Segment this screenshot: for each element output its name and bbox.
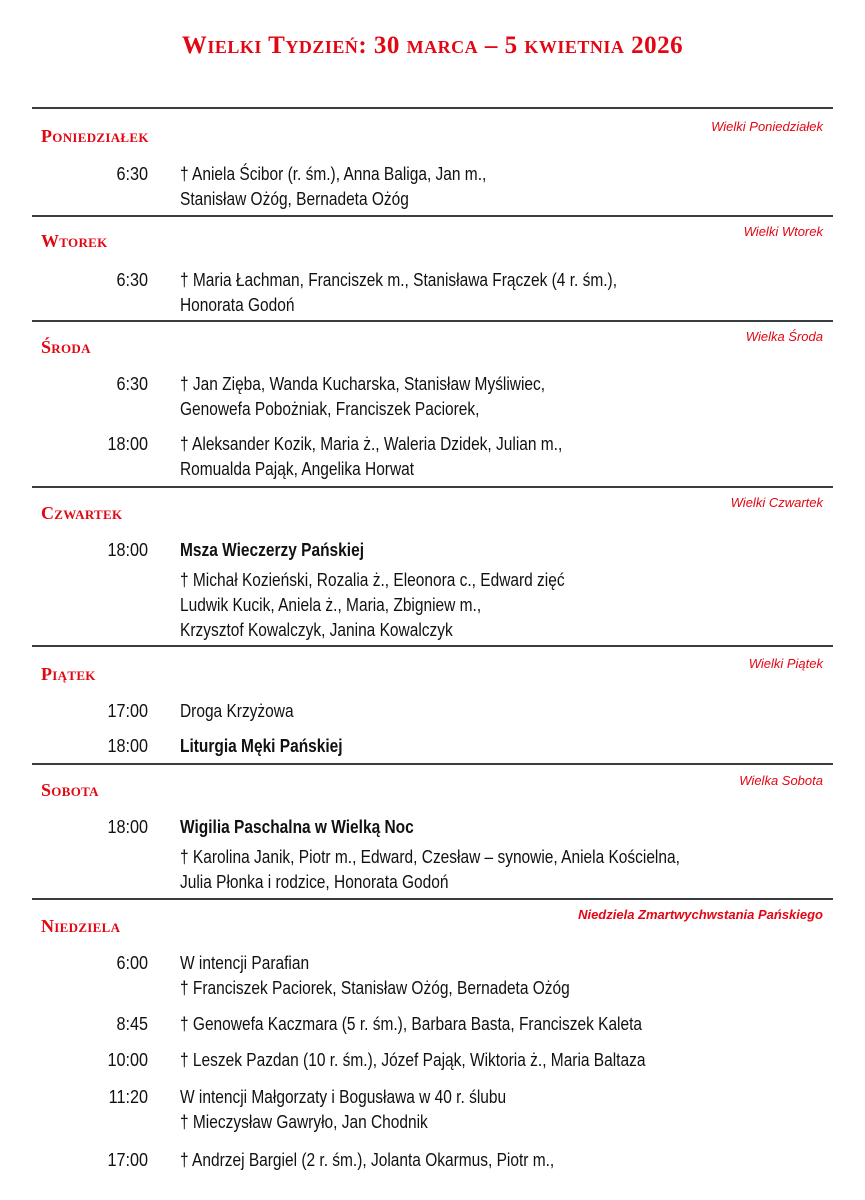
feast-name-monday: Wielki Poniedziałek bbox=[711, 119, 823, 134]
intention-line: W intencji Parafian bbox=[180, 953, 310, 973]
page-title: Wielki Tydzień: 30 marca – 5 kwietnia 2026 bbox=[181, 32, 684, 59]
liturgy-heading: Msza Wieczerzy Pańskiej bbox=[180, 540, 364, 560]
intention-line: † Leszek Pazdan (10 r. śm.), Józef Pająk, Wiktoria ż., Maria Baltaza bbox=[180, 1050, 646, 1070]
intention-line: † Mieczysław Gawryło, Jan Chodnik bbox=[180, 1112, 428, 1132]
intention-line: W intencji Małgorzaty i Bogusława w 40 r. ślubu bbox=[180, 1087, 507, 1107]
mass-time: 6:30 bbox=[116, 270, 148, 290]
intention-line: Krzysztof Kowalczyk, Janina Kowalczyk bbox=[180, 620, 453, 640]
day-name-monday: Poniedziałek bbox=[41, 126, 149, 146]
mass-time: 10:00 bbox=[107, 1050, 148, 1070]
intention-line: Droga Krzyżowa bbox=[180, 701, 294, 721]
mass-time: 18:00 bbox=[107, 817, 148, 837]
mass-time: 6:30 bbox=[116, 374, 148, 394]
mass-time: 11:20 bbox=[108, 1087, 148, 1107]
intention-line: Ludwik Kucik, Aniela ż., Maria, Zbigniew m., bbox=[180, 595, 482, 615]
mass-intention bbox=[180, 1048, 645, 1073]
mass-intention bbox=[180, 268, 617, 318]
liturgy-heading: Wigilia Paschalna w Wielką Noc bbox=[180, 817, 414, 837]
mass-intention bbox=[180, 951, 570, 1001]
intention-line: † Karolina Janik, Piotr m., Edward, Czesław – synowie, Aniela Kościelna, bbox=[180, 847, 680, 867]
feast-name-tuesday: Wielki Wtorek bbox=[743, 224, 823, 239]
mass-time: 18:00 bbox=[107, 540, 148, 560]
intention-line: † Genowefa Kaczmara (5 r. śm.), Barbara Basta, Franciszek Kaleta bbox=[180, 1014, 643, 1034]
day-name-saturday: Sobota bbox=[41, 780, 99, 800]
section-divider bbox=[32, 107, 833, 109]
liturgy-heading: Liturgia Męki Pańskiej bbox=[180, 736, 343, 756]
mass-time: 6:00 bbox=[116, 953, 148, 973]
day-name-tuesday: Wtorek bbox=[41, 231, 108, 251]
mass-intention bbox=[180, 1012, 642, 1037]
mass-intention bbox=[180, 1085, 506, 1135]
day-name-wednesday: Środa bbox=[41, 337, 91, 357]
mass-intention bbox=[180, 432, 562, 482]
intention-line: Julia Płonka i rodzice, Honorata Godoń bbox=[180, 872, 449, 892]
intention-line: † Andrzej Bargiel (2 r. śm.), Jolanta Okarmus, Piotr m., bbox=[180, 1150, 555, 1170]
mass-intention bbox=[180, 568, 565, 643]
mass-time: 6:30 bbox=[116, 164, 148, 184]
intention-line: Honorata Godoń bbox=[180, 295, 295, 315]
mass-intention bbox=[180, 1148, 554, 1173]
section-divider bbox=[32, 763, 833, 765]
feast-name-sunday: Niedziela Zmartwychwstania Pańskiego bbox=[578, 907, 823, 922]
mass-time: 18:00 bbox=[107, 434, 148, 454]
section-divider bbox=[32, 320, 833, 322]
mass-intention bbox=[180, 699, 294, 724]
intention-line: † Aleksander Kozik, Maria ż., Waleria Dzidek, Julian m., bbox=[180, 434, 563, 454]
section-divider bbox=[32, 486, 833, 488]
mass-time: 8:45 bbox=[116, 1014, 148, 1034]
mass-intention bbox=[180, 372, 545, 422]
intention-line: † Michał Kozieński, Rozalia ż., Eleonora c., Edward zięć bbox=[180, 570, 565, 590]
section-divider bbox=[32, 215, 833, 217]
mass-time: 17:00 bbox=[107, 1150, 148, 1170]
intention-line: Stanisław Ożóg, Bernadeta Ożóg bbox=[180, 189, 409, 209]
intention-line: † Maria Łachman, Franciszek m., Stanisława Frączek (4 r. śm.), bbox=[180, 270, 618, 290]
intention-line: † Jan Zięba, Wanda Kucharska, Stanisław Myśliwiec, bbox=[180, 374, 546, 394]
feast-name-wednesday: Wielka Środa bbox=[745, 329, 823, 344]
feast-name-friday: Wielki Piątek bbox=[748, 656, 823, 671]
section-divider bbox=[32, 898, 833, 900]
mass-intention bbox=[180, 162, 486, 212]
mass-time: 17:00 bbox=[107, 701, 148, 721]
intention-line: † Aniela Ścibor (r. śm.), Anna Baliga, Jan m., bbox=[180, 164, 487, 184]
intention-line: Romualda Pająk, Angelika Horwat bbox=[180, 459, 415, 479]
intention-line: Genowefa Pobożniak, Franciszek Paciorek, bbox=[180, 399, 480, 419]
feast-name-saturday: Wielka Sobota bbox=[739, 773, 823, 788]
mass-time: 18:00 bbox=[107, 736, 148, 756]
intention-line: † Franciszek Paciorek, Stanisław Ożóg, Bernadeta Ożóg bbox=[180, 978, 570, 998]
section-divider bbox=[32, 645, 833, 647]
feast-name-thursday: Wielki Czwartek bbox=[730, 495, 823, 510]
day-name-sunday: Niedziela bbox=[41, 916, 121, 936]
mass-intention bbox=[180, 845, 680, 895]
day-name-thursday: Czwartek bbox=[41, 503, 123, 523]
day-name-friday: Piątek bbox=[41, 664, 96, 684]
